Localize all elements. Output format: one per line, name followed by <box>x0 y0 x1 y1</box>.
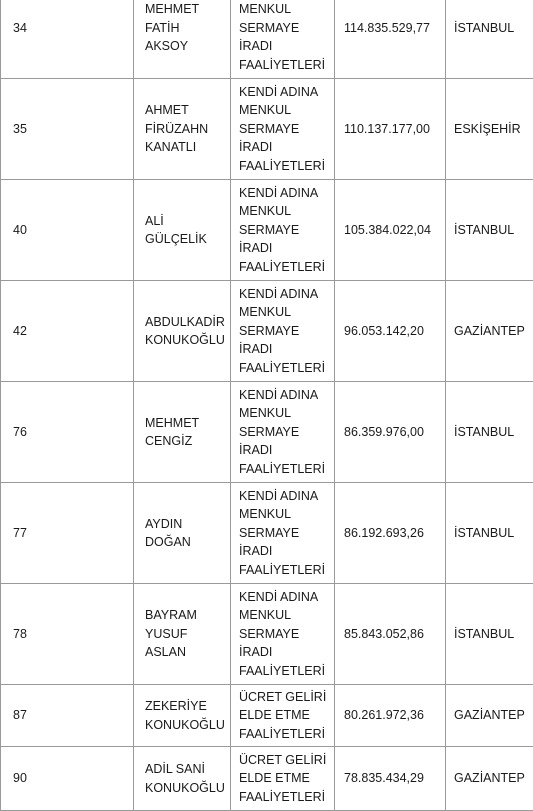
amount-text: 85.843.052,86 <box>344 626 424 641</box>
amount-cell <box>335 0 446 79</box>
activity-line: FAALİYETLERİ <box>239 789 326 804</box>
activity-line: SERMAYE <box>239 626 300 641</box>
table-row <box>1 281 533 382</box>
activity-line: KENDİ ADINA <box>239 387 319 402</box>
rank-text: 76 <box>13 424 27 439</box>
activity-line: MENKUL <box>239 103 292 118</box>
activity-cell <box>231 483 335 584</box>
name-line: ALİ <box>145 213 164 228</box>
rank-cell <box>1 0 134 79</box>
activity-line: FAALİYETLERİ <box>239 562 326 577</box>
table-row <box>1 483 533 584</box>
amount-cell <box>335 79 446 180</box>
name-line: KONUKOĞLU <box>145 780 225 795</box>
activity-line: İRADI <box>239 241 273 256</box>
activity-line: KENDİ ADINA <box>239 84 319 99</box>
amount-text: 105.384.022,04 <box>344 222 431 237</box>
rank-cell <box>1 584 134 685</box>
activity-line: İRADI <box>239 342 273 357</box>
rank-text: 34 <box>13 20 27 35</box>
name-line: ZEKERİYE <box>145 699 207 713</box>
activity-cell <box>231 584 335 685</box>
rank-cell <box>1 382 134 483</box>
amount-text: 110.137.177,00 <box>344 121 430 136</box>
amount-cell <box>335 180 446 281</box>
amount-text: 86.192.693,26 <box>344 525 424 540</box>
activity-cell <box>231 281 335 382</box>
rank-cell <box>1 483 134 584</box>
activity-line: SERMAYE <box>239 525 300 540</box>
activity-cell <box>231 0 335 79</box>
activity-line: SERMAYE <box>239 222 300 237</box>
activity-line: FAALİYETLERİ <box>239 726 326 741</box>
city-cell <box>446 685 533 747</box>
city-cell <box>446 747 533 811</box>
table-row <box>1 685 533 747</box>
amount-cell <box>335 584 446 685</box>
activity-cell <box>231 747 335 811</box>
name-line: ASLAN <box>145 645 186 660</box>
activity-line: İRADI <box>239 443 273 458</box>
amount-text: 78.835.434,29 <box>344 771 424 786</box>
table-body <box>1 0 533 811</box>
name-cell <box>134 483 231 584</box>
activity-line: FAALİYETLERİ <box>239 259 326 274</box>
table-row <box>1 0 533 79</box>
city-text: GAZİANTEP <box>454 323 525 338</box>
activity-cell <box>231 685 335 747</box>
name-line: MEHMET <box>145 2 200 17</box>
rank-text: 78 <box>13 626 27 641</box>
rank-text: 77 <box>13 525 27 540</box>
rank-text: 87 <box>13 708 27 723</box>
activity-line: MENKUL <box>239 305 292 320</box>
city-cell <box>446 584 533 685</box>
city-cell <box>446 281 533 382</box>
city-cell <box>446 0 533 79</box>
rank-cell <box>1 281 134 382</box>
name-line: ADİL SANİ <box>145 762 205 776</box>
name-cell <box>134 584 231 685</box>
activity-line: KENDİ ADINA <box>239 185 319 200</box>
activity-line: MENKUL <box>239 608 292 623</box>
city-text: İSTANBUL <box>454 626 515 641</box>
rank-cell <box>1 79 134 180</box>
city-text: GAZİANTEP <box>454 708 525 723</box>
city-cell <box>446 382 533 483</box>
activity-line: İRADI <box>239 140 273 155</box>
activity-cell <box>231 180 335 281</box>
activity-line: MENKUL <box>239 406 292 421</box>
name-cell <box>134 79 231 180</box>
name-line: AYDIN <box>145 516 183 531</box>
name-cell <box>134 685 231 747</box>
rank-cell <box>1 747 134 811</box>
name-line: KONUKOĞLU <box>145 717 225 732</box>
name-line: KONUKOĞLU <box>145 333 225 347</box>
activity-line: FAALİYETLERİ <box>239 461 326 476</box>
activity-line: MENKUL <box>239 2 292 17</box>
name-line: CENGİZ <box>145 434 193 448</box>
amount-cell <box>335 382 446 483</box>
name-cell <box>134 747 231 811</box>
name-line: KANATLI <box>145 140 197 155</box>
city-cell <box>446 483 533 584</box>
name-cell <box>134 180 231 281</box>
amount-cell <box>335 685 446 747</box>
city-cell <box>446 180 533 281</box>
name-cell <box>134 281 231 382</box>
activity-line: MENKUL <box>239 204 292 219</box>
activity-line: FAALİYETLERİ <box>239 158 326 173</box>
city-text: ESKİŞEHİR <box>454 121 521 136</box>
amount-text: 114.835.529,77 <box>344 20 430 35</box>
table-row <box>1 747 533 811</box>
activity-line: ELDE ETME <box>239 708 310 723</box>
city-text: İSTANBUL <box>454 525 515 540</box>
amount-text: 80.261.972,36 <box>344 708 424 723</box>
activity-line: SERMAYE <box>239 424 300 439</box>
rank-text: 42 <box>13 323 27 338</box>
activity-line: SERMAYE <box>239 323 300 338</box>
name-line: AKSOY <box>145 39 189 54</box>
name-line: ABDULKADİR <box>145 314 225 329</box>
activity-line: KENDİ ADINA <box>239 589 319 604</box>
activity-line: İRADI <box>239 39 273 54</box>
amount-cell <box>335 747 446 811</box>
table-row <box>1 382 533 483</box>
name-cell <box>134 0 231 79</box>
activity-line: ELDE ETME <box>239 771 310 786</box>
name-line: MEHMET <box>145 415 200 430</box>
name-line: GÜLÇELİK <box>145 232 207 246</box>
table-row <box>1 584 533 685</box>
name-line: AHMET <box>145 103 189 118</box>
name-line: FİRÜZAHN <box>145 121 209 136</box>
rank-text: 35 <box>13 121 27 136</box>
rank-cell <box>1 685 134 747</box>
activity-cell <box>231 382 335 483</box>
name-line: FATİH <box>145 20 180 35</box>
activity-line: FAALİYETLERİ <box>239 663 326 678</box>
city-text: İSTANBUL <box>454 424 515 439</box>
city-text: İSTANBUL <box>454 222 515 237</box>
name-line: DOĞAN <box>145 535 191 549</box>
rank-cell <box>1 180 134 281</box>
activity-line: İRADI <box>239 544 273 559</box>
activity-line: FAALİYETLERİ <box>239 57 326 72</box>
name-line: YUSUF <box>145 626 188 641</box>
rank-text: 90 <box>13 771 27 786</box>
activity-line: FAALİYETLERİ <box>239 360 326 375</box>
rank-text: 40 <box>13 222 27 237</box>
activity-line: İRADI <box>239 645 273 660</box>
activity-cell <box>231 79 335 180</box>
activity-line: KENDİ ADINA <box>239 488 319 503</box>
activity-line: SERMAYE <box>239 20 300 35</box>
activity-line: MENKUL <box>239 507 292 522</box>
table-row <box>1 79 533 180</box>
city-cell <box>446 79 533 180</box>
city-text: İSTANBUL <box>454 20 515 35</box>
amount-cell <box>335 483 446 584</box>
activity-line: ÜCRET GELİRİ <box>239 752 327 767</box>
amount-text: 96.053.142,20 <box>344 323 424 338</box>
city-text: GAZİANTEP <box>454 771 525 786</box>
amount-text: 86.359.976,00 <box>344 424 424 439</box>
activity-line: KENDİ ADINA <box>239 286 319 301</box>
table-row <box>1 180 533 281</box>
name-cell <box>134 382 231 483</box>
name-line: BAYRAM <box>145 608 197 623</box>
activity-line: SERMAYE <box>239 121 300 136</box>
activity-line: ÜCRET GELİRİ <box>239 689 327 704</box>
amount-cell <box>335 281 446 382</box>
